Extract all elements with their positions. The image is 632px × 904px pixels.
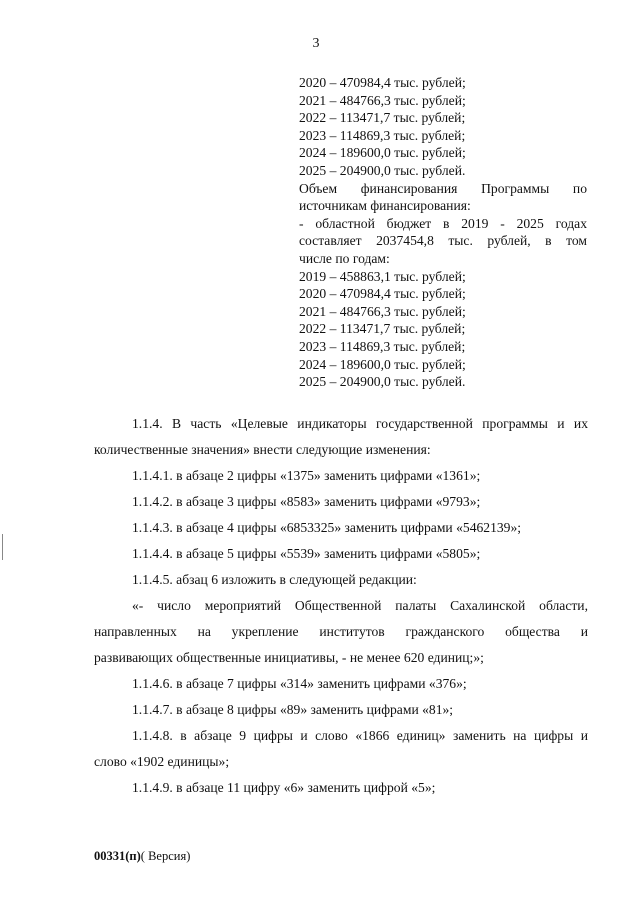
financing-year-line: 2022 – 113471,7 тыс. рублей;: [299, 110, 466, 126]
financing-sources-heading-cont: источникам финансирования:: [299, 198, 471, 214]
paragraph-1-1-4-9: 1.1.4.9. в абзаце 11 цифру «6» заменить цифрой «5»;: [132, 780, 436, 795]
budget-year-line: 2023 – 114869,3 тыс. рублей;: [299, 338, 466, 354]
amendments-body: [94, 411, 588, 801]
regional-budget-total: составляет 2037454,8 тыс. рублей, в том: [299, 233, 587, 249]
document-footer: [94, 849, 190, 864]
page-number: 3: [312, 36, 320, 51]
quoted-indicator-line-1: «- число мероприятий Общественной палаты Сахалинской области,: [132, 598, 588, 613]
quoted-indicator-line-2: направленных на укрепление институтов гражданского общества и: [94, 624, 588, 639]
regional-budget-by-year: числе по годам:: [299, 250, 390, 266]
financing-year-line: 2021 – 484766,3 тыс. рублей;: [299, 92, 466, 108]
financing-block: [299, 74, 587, 391]
paragraph-1-1-4-8-line-1: 1.1.4.8. в абзаце 9 цифры и слово «1866 единиц» заменить на цифры и: [132, 728, 588, 743]
paragraph-1-1-4-6: 1.1.4.6. в абзаце 7 цифры «314» заменить цифрами «376»;: [132, 676, 467, 691]
financing-year-line: 2020 – 470984,4 тыс. рублей;: [299, 75, 466, 90]
quoted-indicator-line-3: развивающих общественные инициативы, - не менее 620 единиц;»;: [94, 650, 484, 665]
budget-year-line: 2022 – 113471,7 тыс. рублей;: [299, 321, 466, 337]
paragraph-1-1-4-8-line-2: слово «1902 единицы»;: [94, 754, 230, 769]
paragraph-1-1-4-2: 1.1.4.2. в абзаце 3 цифры «8583» заменить цифрами «9793»;: [132, 494, 481, 509]
paragraph-1-1-4-5: 1.1.4.5. абзац 6 изложить в следующей редакции:: [132, 572, 417, 587]
budget-year-line: 2025 – 204900,0 тыс. рублей.: [299, 374, 466, 390]
paragraph-1-1-4-7: 1.1.4.7. в абзаце 8 цифры «89» заменить цифрами «81»;: [132, 702, 454, 717]
scan-margin-mark: [2, 534, 3, 560]
financing-year-line: 2023 – 114869,3 тыс. рублей;: [299, 127, 466, 143]
budget-year-line: 2021 – 484766,3 тыс. рублей;: [299, 303, 466, 319]
document-version: ( Версия): [140, 849, 191, 863]
paragraph-1-1-4-4: 1.1.4.4. в абзаце 5 цифры «5539» заменить цифрами «5805»;: [132, 546, 481, 561]
financing-year-line: 2024 – 189600,0 тыс. рублей;: [299, 145, 466, 161]
paragraph-1-1-4-line-2: количественные значения» внести следующие изменения:: [94, 442, 431, 457]
paragraph-1-1-4-line-1: 1.1.4. В часть «Целевые индикаторы государственной программы и их: [132, 416, 588, 431]
regional-budget-line: - областной бюджет в 2019 - 2025 годах: [299, 215, 587, 231]
budget-year-line: 2020 – 470984,4 тыс. рублей;: [299, 286, 466, 302]
financing-year-line: 2025 – 204900,0 тыс. рублей.: [299, 162, 466, 178]
financing-sources-heading: Объем финансирования Программы по: [299, 180, 587, 196]
budget-year-line: 2024 – 189600,0 тыс. рублей;: [299, 356, 466, 372]
paragraph-1-1-4-1: 1.1.4.1. в абзаце 2 цифры «1375» заменить цифрами «1361»;: [132, 468, 481, 483]
document-code: 00331(п): [94, 849, 141, 863]
budget-year-line: 2019 – 458863,1 тыс. рублей;: [299, 268, 466, 284]
paragraph-1-1-4-3: 1.1.4.3. в абзаце 4 цифры «6853325» заменить цифрами «5462139»;: [132, 520, 522, 535]
